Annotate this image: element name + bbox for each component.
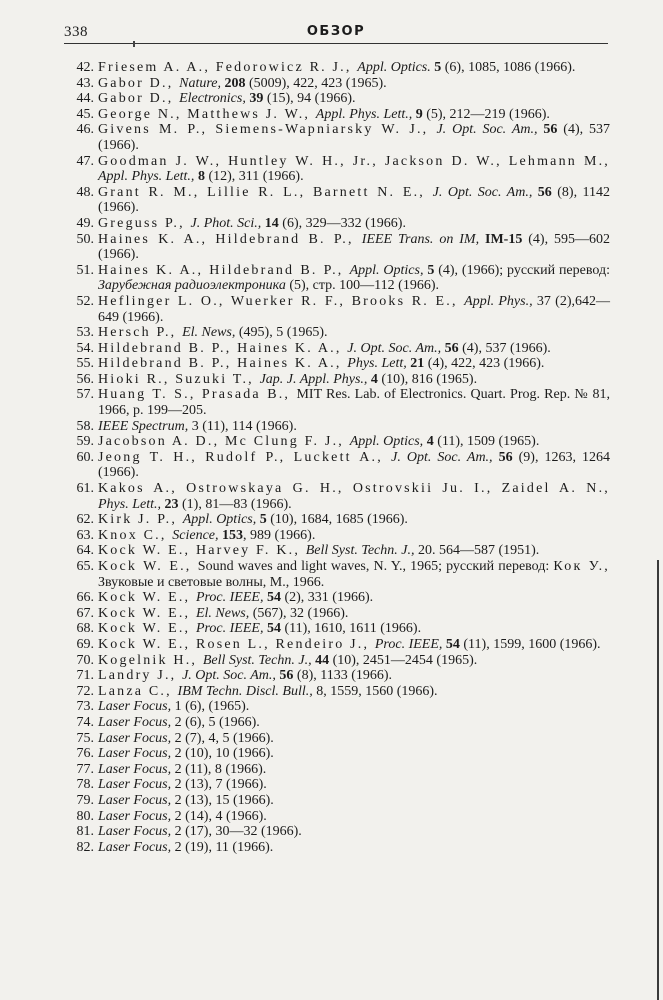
ref-journal: IBM Techn. Discl. Bull., <box>177 683 317 699</box>
reference-number: 59. <box>76 434 94 450</box>
ref-text: (6), 329—332 (1966). <box>278 215 406 231</box>
reference-item <box>64 559 610 590</box>
ref-journal: IEEE Trans. on IM, <box>361 231 485 247</box>
ref-journal: Appl. Optics, <box>182 512 260 528</box>
ref-journal: J. Opt. Soc. Am., <box>182 668 280 684</box>
ref-text: (5009), 422, 423 (1965). <box>245 75 387 91</box>
reference-text <box>98 528 610 544</box>
reference-text <box>98 793 610 809</box>
reference-text <box>98 263 610 294</box>
ref-volume: 21 <box>410 356 425 372</box>
reference-item <box>64 528 610 544</box>
ref-volume: 5 <box>434 60 442 75</box>
ref-text: (10), 1684, 1685 (1966). <box>266 512 408 528</box>
reference-text <box>98 216 610 232</box>
ref-journal: Laser Focus, <box>98 714 175 730</box>
reference-item <box>64 699 610 715</box>
reference-number: 55. <box>76 356 94 372</box>
reference-text <box>98 325 610 341</box>
ref-volume: 23 <box>164 496 179 512</box>
ref-text: (12), 311 (1966). <box>204 169 304 185</box>
ref-journal: Nature, <box>179 75 225 91</box>
ref-text: Звуковые и световые волны, М., 1966. <box>98 574 325 590</box>
reference-text <box>98 481 610 512</box>
reference-item <box>64 621 610 637</box>
reference-item <box>64 91 610 107</box>
reference-text <box>98 543 610 559</box>
running-title: ОБЗОР <box>306 24 366 39</box>
reference-item <box>64 840 610 856</box>
ref-volume: 153 <box>222 527 243 543</box>
reference-number: 79. <box>76 792 94 808</box>
ref-journal: El. News, <box>195 605 253 621</box>
ref-authors: Huang T. S., Prasada B., <box>98 387 297 403</box>
reference-number: 50. <box>76 231 94 247</box>
reference-number: 48. <box>76 184 94 200</box>
reference-number: 72. <box>76 683 94 699</box>
ref-journal: Appl. Optics. <box>357 60 435 75</box>
reference-text <box>98 809 610 825</box>
ref-journal: Appl. Phys., <box>464 293 537 309</box>
ref-journal: Laser Focus, <box>98 777 175 793</box>
ref-authors: Knox C., <box>98 527 173 543</box>
ref-journal: J. Opt. Soc. Am., <box>432 184 538 200</box>
reference-text <box>98 122 610 153</box>
reference-text <box>98 154 610 185</box>
reference-number: 77. <box>76 761 94 777</box>
ref-authors: Greguss P., <box>98 215 191 231</box>
ref-authors: Friesem A. A., Fedorowicz R. J., <box>98 60 358 75</box>
reference-text <box>98 91 610 107</box>
ref-text: (10), 2451—2454 (1965). <box>329 652 478 668</box>
ref-volume: 39 <box>249 91 264 107</box>
reference-text <box>98 450 610 481</box>
ref-journal: Proc. IEEE, <box>195 621 267 637</box>
reference-number: 78. <box>76 777 94 793</box>
ref-text: (10), 816 (1965). <box>377 371 478 387</box>
ref-authors: Hildebrand B. P., Haines K. A., <box>98 356 348 372</box>
reference-number: 61. <box>76 481 94 497</box>
reference-list <box>64 60 610 855</box>
ref-volume: 56 <box>444 340 459 356</box>
reference-text <box>98 762 610 778</box>
reference-number: 47. <box>76 153 94 169</box>
ref-authors: Lanza C., <box>98 683 178 699</box>
ref-journal: Science, <box>172 527 222 543</box>
reference-text <box>98 341 610 357</box>
ref-authors: Gabor D., <box>98 75 180 91</box>
reference-number: 53. <box>76 325 94 341</box>
ref-authors: Kock W. E., <box>98 590 196 606</box>
reference-number: 49. <box>76 215 94 231</box>
ref-authors: Hildebrand B. P., Haines K. A., <box>98 340 348 356</box>
ref-text: 2 (6), 5 (1966). <box>174 714 260 730</box>
reference-number: 45. <box>76 106 94 122</box>
reference-item <box>64 715 610 731</box>
reference-item <box>64 481 610 512</box>
ref-text: 2 (7), 4, 5 (1966). <box>174 730 274 746</box>
ref-journal: J. Phot. Sci., <box>190 215 265 231</box>
ref-journal: IEEE Spectrum, <box>98 418 192 434</box>
ref-text: Sound waves and light waves, N. Y., 1965; русский перевод: <box>197 559 554 574</box>
ref-authors: Landry J., <box>98 668 183 684</box>
reference-number: 64. <box>76 543 94 559</box>
ref-text: (11), 1509 (1965). <box>433 434 540 450</box>
reference-item <box>64 419 610 435</box>
reference-item <box>64 60 610 76</box>
ref-text: 2 (13), 7 (1966). <box>174 777 267 793</box>
reference-number: 44. <box>76 91 94 107</box>
reference-text <box>98 653 610 669</box>
reference-item <box>64 387 610 418</box>
ref-journal: Laser Focus, <box>98 839 175 855</box>
ref-authors: Heflinger L. O., Wuerker R. F., Brooks R. E., <box>98 293 465 309</box>
ref-authors: Givens M. P., Siemens-Wapniarsky W. J., <box>98 122 437 138</box>
reference-number: 74. <box>76 714 94 730</box>
reference-number: 56. <box>76 371 94 387</box>
ref-authors: Jacobson A. D., Mc Clung F. J., <box>98 434 350 450</box>
ref-volume: 54 <box>445 636 460 652</box>
ref-journal: Proc. IEEE, <box>374 636 446 652</box>
reference-number: 54. <box>76 340 94 356</box>
reference-number: 63. <box>76 527 94 543</box>
ref-volume: 54 <box>266 590 281 606</box>
reference-item <box>64 653 610 669</box>
ref-authors: Grant R. M., Lillie R. L., Barnett N. E., <box>98 184 433 200</box>
ref-text: 20. 564—587 (1951). <box>417 543 540 559</box>
reference-item <box>64 809 610 825</box>
ref-text: (4), 537 (1966). <box>98 122 611 153</box>
ref-authors: Kock W. E., Rosen L., Rendeiro J., <box>98 636 375 652</box>
ref-journal: Laser Focus, <box>98 808 175 824</box>
reference-item <box>64 185 610 216</box>
ref-authors: Kakos A., Ostrowskaya G. H., Ostrovskii Ju. I., Zaidel A. N., <box>98 481 610 497</box>
ref-journal: J. Opt. Soc. Am., <box>347 340 445 356</box>
ref-journal: Laser Focus, <box>98 824 175 840</box>
ref-text: (4), 537 (1966). <box>458 340 551 356</box>
ref-text: (8), 1142 (1966). <box>98 184 610 216</box>
reference-text <box>98 185 610 216</box>
reference-item <box>64 294 610 325</box>
ref-volume: 56 <box>498 449 513 465</box>
ref-text: (4), 422, 423 (1966). <box>424 356 545 372</box>
reference-item <box>64 76 610 92</box>
reference-text <box>98 387 610 418</box>
reference-text <box>98 699 610 715</box>
page-header <box>64 22 608 44</box>
ref-text: , 989 (1966). <box>243 527 316 543</box>
reference-number: 67. <box>76 605 94 621</box>
ref-journal: Laser Focus, <box>98 746 175 762</box>
reference-number: 76. <box>76 746 94 762</box>
ref-text: (4), (1966); русский перевод: <box>434 262 610 278</box>
reference-number: 60. <box>76 449 94 465</box>
ref-journal: Appl. Phys. Lett., <box>315 106 416 122</box>
reference-text <box>98 637 610 653</box>
reference-text <box>98 356 610 372</box>
reference-text <box>98 668 610 684</box>
ref-journal: Laser Focus, <box>98 730 175 746</box>
ref-volume: 54 <box>266 621 281 637</box>
ref-volume: 14 <box>264 215 279 231</box>
reference-text <box>98 372 610 388</box>
ref-authors: George N., Matthews J. W., <box>98 106 316 122</box>
header-rule <box>64 43 608 44</box>
header-rule-mark <box>133 41 135 47</box>
reference-item <box>64 356 610 372</box>
ref-journal: Proc. IEEE, <box>195 590 267 606</box>
reference-item <box>64 122 610 153</box>
ref-authors: Hioki R., Suzuki T., <box>98 371 260 387</box>
ref-authors: Goodman J. W., Huntley W. H., Jr., Jackson D. W., Lehmann M., <box>98 153 610 169</box>
ref-authors: Gabor D., <box>98 91 180 107</box>
reference-text <box>98 232 610 263</box>
reference-number: 62. <box>76 512 94 528</box>
reference-text <box>98 559 610 590</box>
reference-item <box>64 746 610 762</box>
reference-item <box>64 372 610 388</box>
reference-item <box>64 606 610 622</box>
page-edge-shadow <box>657 560 659 1000</box>
ref-text: 1 (6), (1965). <box>174 699 250 715</box>
ref-text: (5), стр. 100—112 (1966). <box>285 278 439 294</box>
ref-text: (15), 94 (1966). <box>263 91 356 107</box>
reference-text <box>98 715 610 731</box>
ref-authors: Kock W. E., <box>98 621 196 637</box>
ref-journal: J. Opt. Soc. Am., <box>391 449 499 465</box>
reference-text <box>98 684 610 700</box>
ref-text: (8), 1133 (1966). <box>293 668 393 684</box>
reference-number: 66. <box>76 590 94 606</box>
reference-number: 51. <box>76 262 94 278</box>
ref-text: 2 (14), 4 (1966). <box>174 808 267 824</box>
ref-journal: Appl. Phys. Lett., <box>98 169 198 185</box>
ref-volume: 56 <box>279 668 294 684</box>
ref-text: (6), 1085, 1086 (1966). <box>441 60 576 75</box>
reference-number: 71. <box>76 668 94 684</box>
ref-text: (11), 1599, 1600 (1966). <box>459 636 601 652</box>
reference-item <box>64 762 610 778</box>
reference-text <box>98 107 610 123</box>
ref-authors: Hersch P., <box>98 325 183 341</box>
ref-authors: Kock W. E., Harvey F. K., <box>98 543 306 559</box>
ref-journal: Appl. Optics, <box>349 262 428 278</box>
reference-item <box>64 216 610 232</box>
ref-volume: 8 <box>197 169 205 185</box>
ref-text: 37 (2),642—649 (1966). <box>98 293 611 325</box>
reference-item <box>64 731 610 747</box>
ref-volume: 56 <box>543 122 558 138</box>
ref-authors: Haines K. A., Hildebrand B. P., <box>98 231 362 247</box>
ref-journal: Laser Focus, <box>98 761 175 777</box>
reference-number: 52. <box>76 293 94 309</box>
reference-number: 42. <box>76 60 94 75</box>
ref-authors: Haines K. A., Hildebrand B. P., <box>98 262 350 278</box>
page-number: 338 <box>64 24 88 40</box>
reference-number: 43. <box>76 75 94 91</box>
reference-number: 68. <box>76 621 94 637</box>
ref-text: (1), 81—83 (1966). <box>178 496 292 512</box>
ref-journal: Phys. Lett, <box>347 356 411 372</box>
reference-text <box>98 746 610 762</box>
reference-number: 69. <box>76 636 94 652</box>
ref-volume: 5 <box>259 512 267 528</box>
ref-text: 2 (19), 11 (1966). <box>174 839 274 855</box>
ref-journal: Laser Focus, <box>98 699 175 715</box>
reference-number: 46. <box>76 122 94 138</box>
ref-text: 8, 1559, 1560 (1966). <box>316 683 438 699</box>
reference-item <box>64 543 610 559</box>
reference-item <box>64 450 610 481</box>
reference-number: 80. <box>76 808 94 824</box>
ref-volume: 4 <box>426 434 434 450</box>
ref-text: (9), 1263, 1264 (1966). <box>98 449 610 481</box>
reference-text <box>98 731 610 747</box>
reference-item <box>64 777 610 793</box>
ref-text: (4), 595—602 (1966). <box>98 231 610 263</box>
reference-text <box>98 434 610 450</box>
ref-volume: 56 <box>537 184 552 200</box>
ref-text: 2 (10), 10 (1966). <box>174 746 274 762</box>
ref-journal: El. News, <box>182 325 239 341</box>
reference-number: 70. <box>76 652 94 668</box>
ref-authors: Kirk J. P., <box>98 512 183 528</box>
reference-number: 58. <box>76 418 94 434</box>
reference-text <box>98 777 610 793</box>
reference-item <box>64 434 610 450</box>
ref-journal: Bell Syst. Techn. J., <box>305 543 418 559</box>
ref-authors: Jeong T. H., Rudolf P., Luckett A., <box>98 449 392 465</box>
reference-number: 75. <box>76 730 94 746</box>
ref-journal: Laser Focus, <box>98 792 175 808</box>
ref-volume: 5 <box>427 262 435 278</box>
ref-text: 2 (11), 8 (1966). <box>174 761 267 777</box>
ref-authors: Kock W. E., <box>98 559 198 574</box>
ref-volume: IM-15 <box>485 231 523 247</box>
ref-text: (567), 32 (1966). <box>252 605 349 621</box>
ref-journal: Appl. Optics, <box>349 434 427 450</box>
reference-item <box>64 107 610 123</box>
reference-number: 57. <box>76 387 94 403</box>
reference-number: 65. <box>76 559 94 574</box>
ref-volume: 208 <box>224 75 246 91</box>
reference-item <box>64 668 610 684</box>
ref-volume: 44 <box>315 652 330 668</box>
ref-journal: Bell Syst. Techn. J., <box>202 652 316 668</box>
ref-authors: Kock W. E., <box>98 605 196 621</box>
reference-text <box>98 824 610 840</box>
ref-text: (495), 5 (1965). <box>238 325 328 341</box>
reference-item <box>64 325 610 341</box>
ref-authors: Kogelnik H., <box>98 652 203 668</box>
ref-text: (2), 331 (1966). <box>280 590 374 606</box>
ref-text: (5), 212—219 (1966). <box>422 106 550 122</box>
ref-journal: Phys. Lett., <box>98 496 165 512</box>
ref-journal: Зарубежная радиоэлектроника <box>98 278 286 294</box>
reference-item <box>64 793 610 809</box>
reference-item <box>64 341 610 357</box>
ref-text: MIT Res. Lab. of Electronics. Quart. Prog. Rep. № 81, 1966, p. 199—205. <box>98 387 610 419</box>
reference-item <box>64 684 610 700</box>
reference-text <box>98 419 610 435</box>
reference-number: 81. <box>76 824 94 840</box>
reference-number: 82. <box>76 839 94 855</box>
reference-text <box>98 60 610 76</box>
reference-number: 73. <box>76 699 94 715</box>
reference-item <box>64 512 610 528</box>
reference-item <box>64 154 610 185</box>
ref-authors: Кок У., <box>553 559 610 574</box>
reference-text <box>98 840 610 856</box>
reference-text <box>98 294 610 325</box>
reference-text <box>98 590 610 606</box>
reference-text <box>98 512 610 528</box>
reference-item <box>64 824 610 840</box>
ref-text: 3 (11), 114 (1966). <box>191 418 297 434</box>
reference-text <box>98 606 610 622</box>
reference-text <box>98 76 610 92</box>
reference-item <box>64 637 610 653</box>
reference-item <box>64 263 610 294</box>
ref-volume: 9 <box>415 106 423 122</box>
ref-text: 2 (17), 30—32 (1966). <box>174 824 302 840</box>
ref-journal: J. Opt. Soc. Am., <box>436 122 544 138</box>
ref-journal: Electronics, <box>179 91 250 107</box>
reference-item <box>64 232 610 263</box>
ref-volume: 4 <box>370 371 378 387</box>
ref-text: (11), 1610, 1611 (1966). <box>280 621 422 637</box>
reference-item <box>64 590 610 606</box>
ref-text: 2 (13), 15 (1966). <box>174 792 274 808</box>
ref-journal: Jap. J. Appl. Phys., <box>259 371 371 387</box>
reference-text <box>98 621 610 637</box>
